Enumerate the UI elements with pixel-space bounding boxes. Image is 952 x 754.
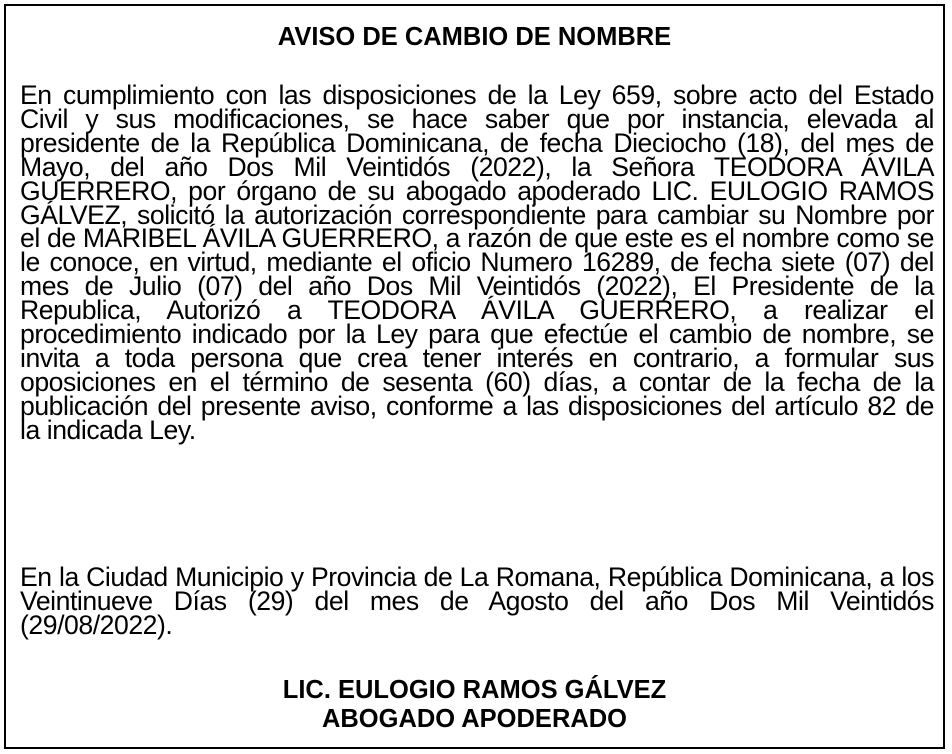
name-change-notice	[4, 4, 945, 749]
signature-block	[6, 676, 943, 734]
signature-name: LIC. EULOGIO RAMOS GÁLVEZ	[282, 676, 667, 704]
notice-body: En cumplimiento con las disposiciones de la Ley 659, sobre acto del Estado Civil y sus modificaciones, se hace saber que por instancia, elevada al presidente de la República Dominicana, de fecha Dieciocho (18), del mes de Mayo, del año Dos Mil Veintidós (2022), la Señora TEODORA ÁVILA GUERRERO, por órgano de su abogado apoderado LIC. EULOGIO RAMOS GÁLVEZ, solicitó la autorización correspondiente para cambiar su Nombre por el de MARIBEL ÁVILA GUERRERO, a razón de que este es el nombre como se le conoce, en virtud, mediante el oficio Numero 16289, de fecha siete (07) del mes de Julio (07) del año Dos Mil Veintidós (2022), El Presidente de la Republica, Autorizó a TEODORA ÁVILA GUERRERO, a realizar el procedimiento indicado por la Ley para que efectúe el cambio de nombre, se invita a toda persona que crea tener interés en contrario, a formular sus oposiciones en el término de sesenta (60) días, a contar de la fecha de la publicación del presente aviso, conforme a las disposiciones del artículo 82 de la indicada Ley.	[20, 80, 934, 445]
notice-closing: En la Ciudad Municipio y Provincia de La Romana, República Dominicana, a los Veintinueve Días (29) del mes de Agosto del año Dos Mil Veintidós (29/08/2022).	[20, 562, 934, 640]
notice-title: AVISO DE CAMBIO DE NOMBRE	[277, 23, 672, 51]
signature-role: ABOGADO APODERADO	[321, 705, 628, 733]
